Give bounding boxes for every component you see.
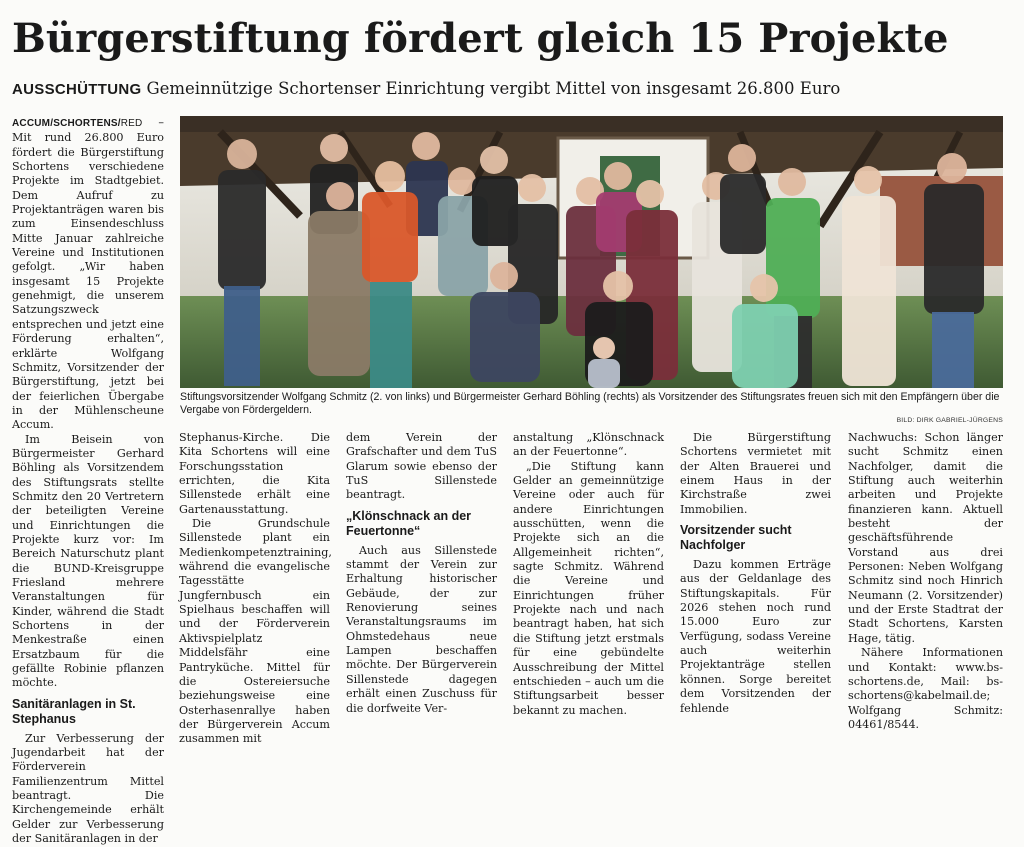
person [842,166,896,386]
article-column-3 [346,431,497,716]
paragraph: Dazu kommen Erträge aus der Geldanlage des Stiftungskapitals. Für 2026 stehen noch rund 15.000 Euro zur Verfügung, sodass Vereine auch weiterhin Projektanträge stellen können. Sorge bereitet dem Vorsitzenden der fehlende [680,558,831,715]
paragraph: Die Grundschule Sillenstede plant ein Medienkompetenztraining, während die evangelische Tagesstätte Jungfernbusch ein Spielhaus beschaffen will und der Förderverein Aktivspielplatz Middelsfähr eine Pantryküche. Mittel für die Ostereiersuche beziehungsweise eine Osterhasenrallye haben der Bürgerverein Accum zusammen mit [179,517,332,746]
headline: Bürgerstiftung fördert gleich 15 Projekte [12,15,949,62]
subheadline: Gemeinnützige Schortenser Einrichtung vergibt Mittel von insgesamt 26.800 Euro [146,79,841,98]
paragraph: Auch aus Sillenstede stammt der Verein zur Erhaltung historischer Gebäude, der zur Renovierung seines Veranstaltungsraums im Ohmstedehaus neue Lampen beschaffen möchte. Der Bürgerverein Sillenstede dagegen erhält einen Zuschuss für die dorfweite Ver- [346,543,497,715]
paragraph: Nachwuchs: Schon länger sucht Schmitz einen Nachfolger, damit die Stiftung auch weiterhin arbeiten und Projekte finanzieren kann. Aktuell besteht der geschäftsführende Vorstand aus drei Personen: Neben Wolfgang Schmitz sind noch Hinrich Neumann (2. Vorsitzender) und der Erste Stadtrat der Stadt Schortens, Karsten Hage, tätig. [848,431,1003,645]
subheading: „Klönschnack an der Feuertonne“ [346,508,472,538]
paragraph-text: – Mit rund 26.800 Euro fördert die Bürgerstiftung Schortens verschiedene Projekte im Stadtgebiet. Dem Aufruf zu Projektanträgen waren bis zum Einsendeschluss Mitte Januar zahlreiche Vereine und Institutionen gefolgt. „Wir haben insgesamt 15 Projekte genehmigt, die unserem Satzungszweck entsprechen und jetzt eine Förderung erhalten“, erklärte Wolfgang Schmitz, Vorsitzender der Bürgerstiftung, jetzt bei der feierlichen Übergabe in der Mühlenscheune Accum. [12,116,164,432]
paragraph: „Die Stiftung kann Gelder an gemeinnützige Vereine oder auch für andere Einrichtungen ausschütten, wenn die Projekte sich an die Allgemeinheit richten“, sagte Schmitz. Während die Vereine und Einrichtungen früher Projekte nach und nach beantragt haben, hat sich die Stiftung jetzt erstmals für eine gebündelte Ausschreibung der Mittel entschieden – auch um die Stiftungsarbeit besser bekannt zu machen. [513,459,664,717]
photo-caption: Stiftungsvorsitzender Wolfgang Schmitz (2. von links) und Bürgermeister Gerhard Böhling (rechts) als Vorsitzender des Stiftungsrates freuen sich mit den Empfängern über die Vergabe von Fördergeldern. [180,391,1000,416]
subheadline-row [12,76,1012,103]
article-column-2 [179,431,330,747]
group-photo [180,116,1003,388]
paragraph: Nähere Informationen und Kontakt: www.bs-schortens.de, Mail: bs-schortens@kabelmail.de; Wolfgang Schmitz: 04461/8544. [848,646,1003,731]
paragraph: Im Beisein von Bürgermeister Gerhard Böhling als Vorsitzendem des Stiftungsrats stellte Schmitz den 20 Vertretern der beteiligten Vereine und Einrichtungen die Projekte kurz vor: Im Bereich Naturschutz plant die BUND-Kreisgruppe Friesland mehrere Veranstaltungen für Kinder, während die Stadt Schortens in der Menkestraße einen Ersatzbaum für die gefällte Robinie pflanzen möchte. [12,432,164,690]
subheading: Vorsitzender sucht Nachfolger [680,523,792,553]
kicker: AUSSCHÜTTUNG [12,81,142,98]
article-column-5 [680,431,831,716]
photo-credit: BILD: DIRK GABRIEL-JÜRGENS [896,417,1003,424]
article-column-4 [513,431,664,718]
dateline: ACCUM/SCHORTENS/ [12,118,121,129]
paragraph: dem Verein der Grafschafter und dem TuS Glarum sowie ebenso der TuS Sillenstede beantragt. [346,431,497,502]
author: RED [120,118,143,129]
group-photo-illustration [180,116,1003,388]
roof-beam [180,116,1003,132]
subheading: Sanitäranlagen in St. Stephanus [12,696,136,726]
paragraph: Die Bürgerstiftung Schortens vermietet mit der Alten Brauerei und einem Haus in der Kirchstraße zwei Immobilien. [680,431,831,516]
person [362,161,418,388]
person [218,139,266,386]
paragraph [12,116,164,433]
paragraph: Stephanus-Kirche. Die Kita Schortens will eine Forschungsstation errichten, die Kita Sillenstede erhält eine Gartenausstattung. [179,431,330,516]
article-column-6 [848,431,1003,732]
paragraph: anstaltung „Klönschnack an der Feuertonne“. [513,431,664,459]
paragraph: Zur Verbesserung der Jugendarbeit hat der Förderverein Familienzentrum Mittel beantragt. Die Kirchengemeinde erhält Gelder zur Verbesserung der Sanitäranlagen in der [12,731,164,846]
article-column-1 [12,116,164,847]
